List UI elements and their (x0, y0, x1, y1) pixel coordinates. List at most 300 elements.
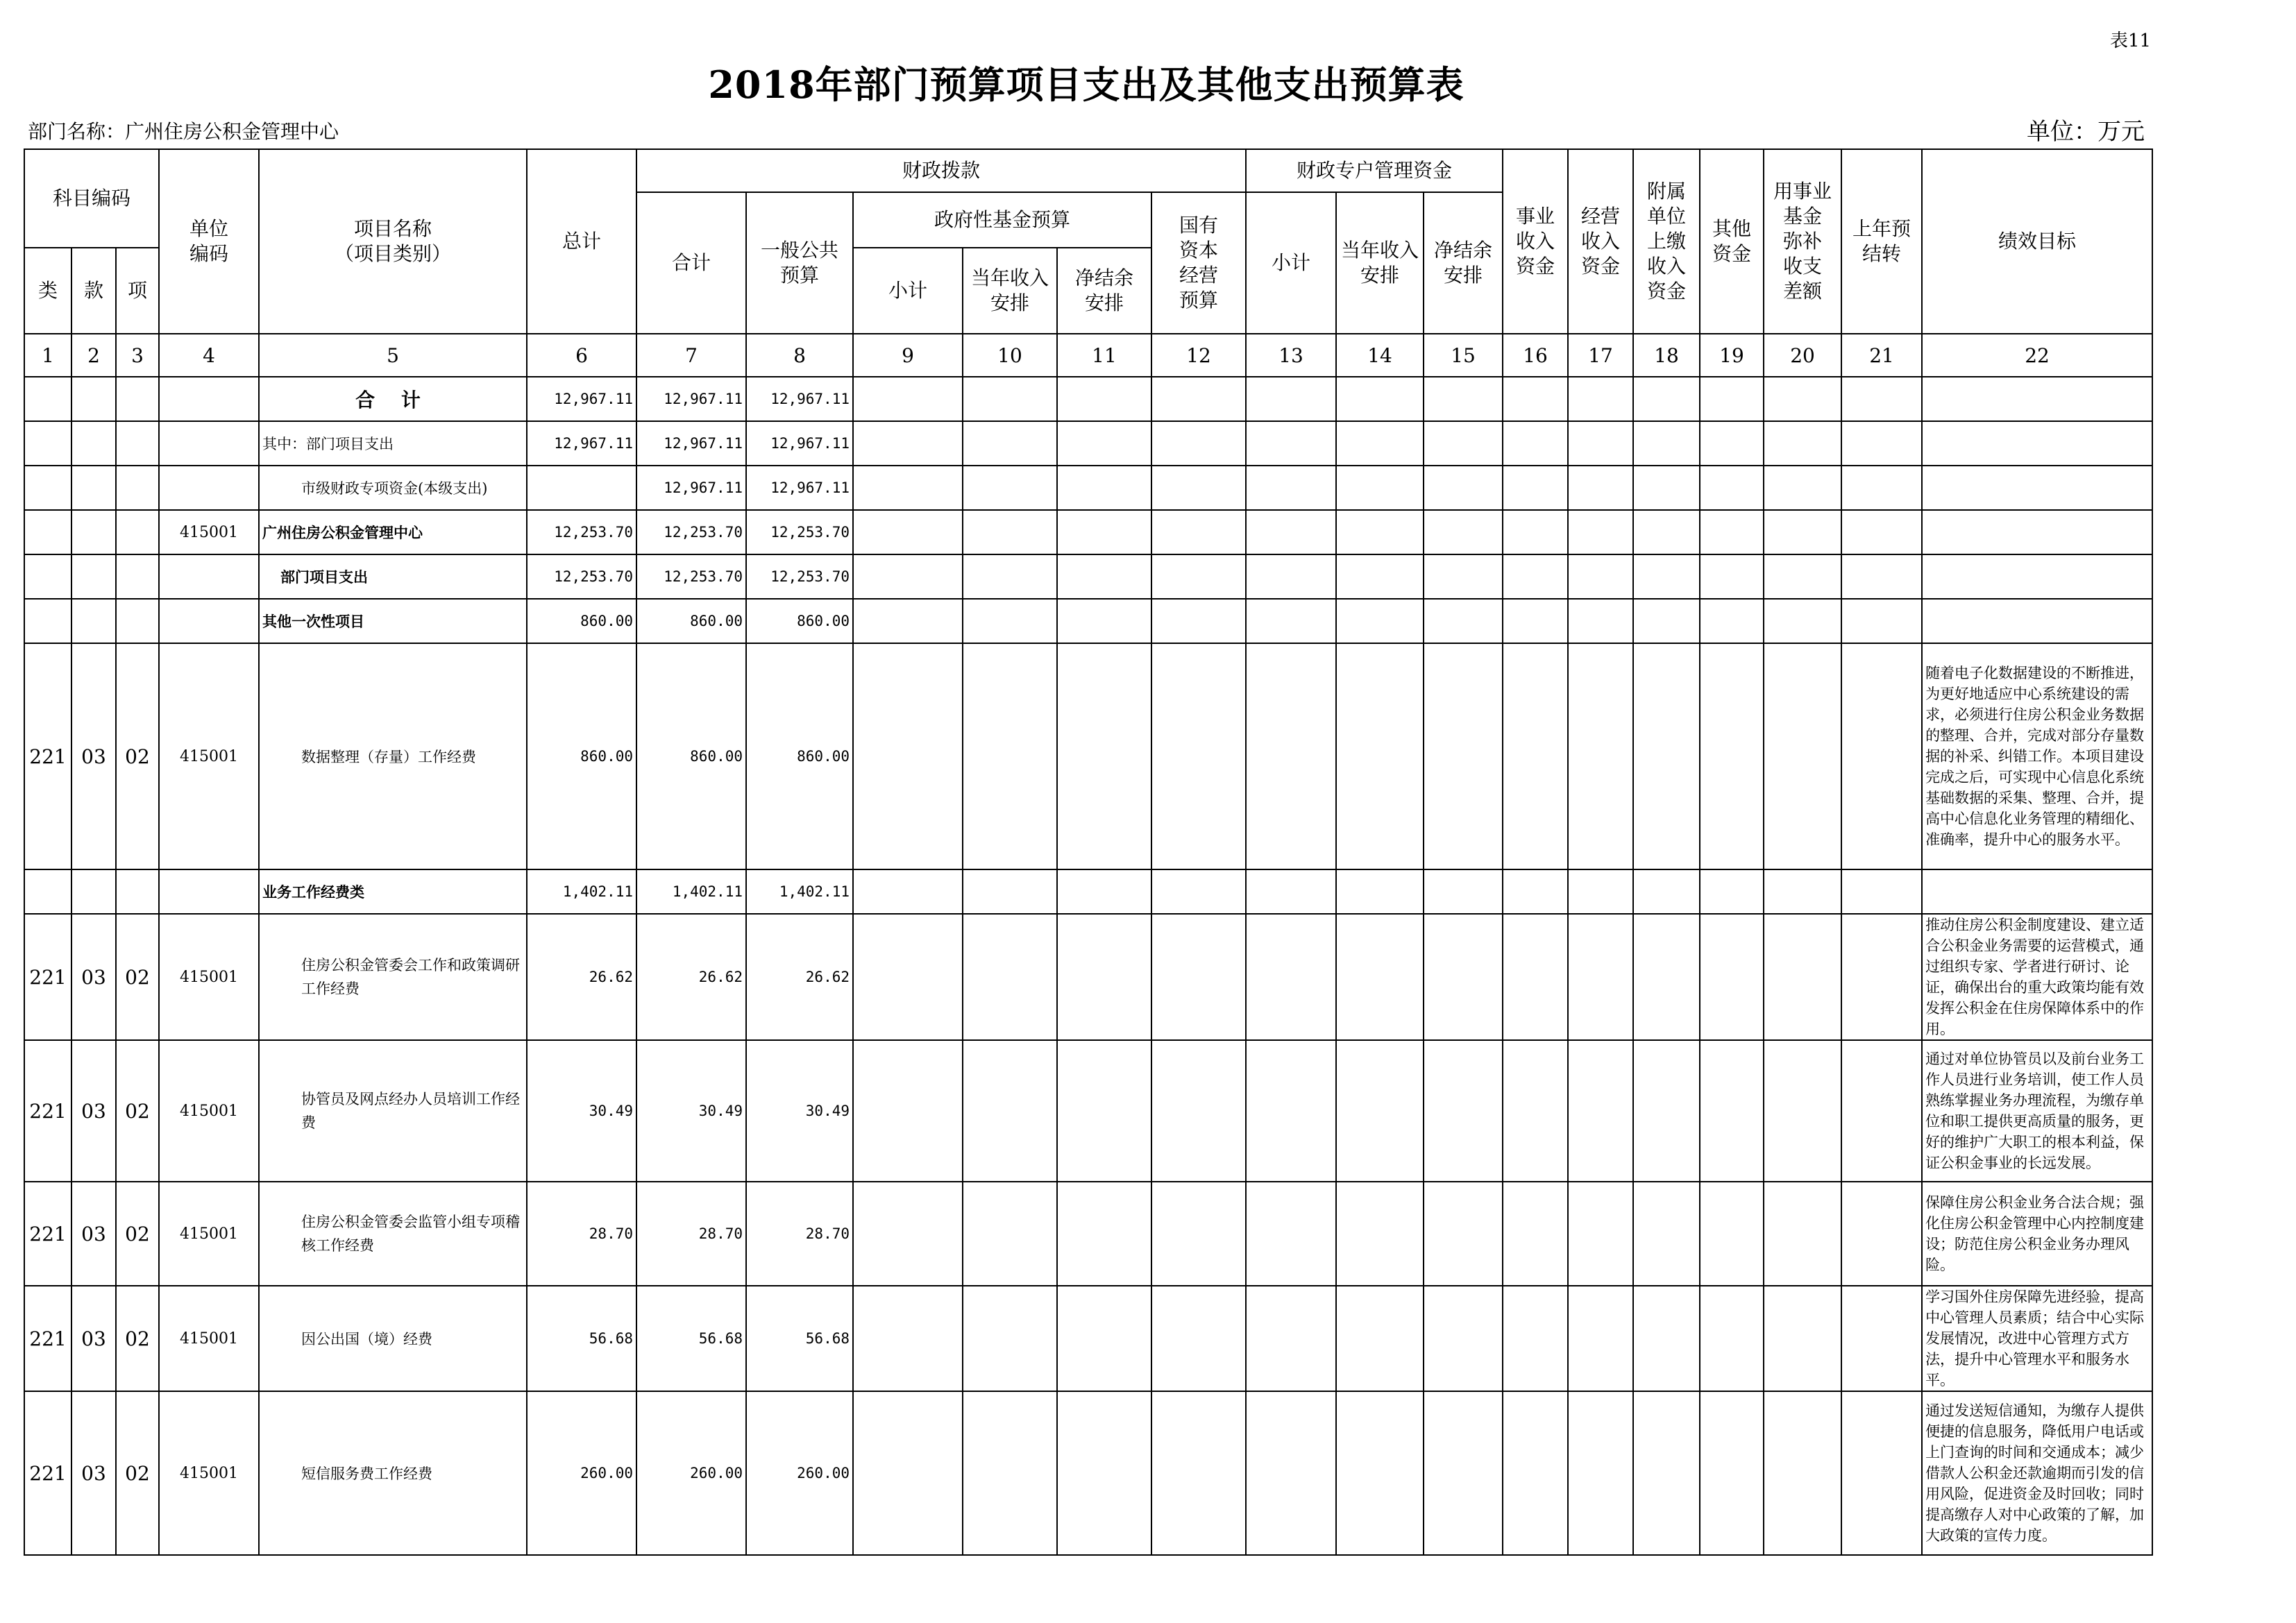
table-row (24, 421, 2152, 466)
cell-empty (1151, 643, 1246, 869)
cell-empty (853, 914, 963, 1040)
cell-empty (1246, 377, 1336, 421)
cell-empty (853, 554, 963, 599)
cell-empty (1336, 914, 1424, 1040)
cell-empty (1057, 1391, 1151, 1555)
cell-kuan (71, 554, 116, 599)
cell-empty (963, 1182, 1057, 1286)
cell-empty (1700, 466, 1764, 510)
cell-empty (1336, 421, 1424, 466)
column-number: 5 (259, 334, 527, 377)
cell-empty (1503, 466, 1568, 510)
cell-empty (1057, 1040, 1151, 1182)
cell-empty (1336, 510, 1424, 554)
table-row (24, 554, 2152, 599)
table-header (24, 149, 2152, 377)
department-name: 部门名称：广州住房公积金管理中心 (28, 120, 339, 143)
cell-empty (1057, 421, 1151, 466)
column-number: 9 (853, 334, 963, 377)
cell-general-public: 28.70 (746, 1182, 853, 1286)
cell-unit-code: 415001 (159, 1391, 259, 1555)
cell-lei (24, 510, 71, 554)
cell-lei: 221 (24, 1286, 71, 1391)
cell-unit-code: 415001 (159, 510, 259, 554)
cell-empty (1246, 869, 1336, 914)
header-fs-net: 净结余 安排 (1424, 192, 1503, 334)
cell-unit-code (159, 869, 259, 914)
cell-empty (853, 510, 963, 554)
cell-xiang: 02 (116, 914, 159, 1040)
cell-empty (963, 1286, 1057, 1391)
cell-project-name: 合 计 (259, 377, 527, 421)
cell-sum: 860.00 (636, 599, 746, 643)
cell-unit-code (159, 421, 259, 466)
cell-empty (963, 914, 1057, 1040)
cell-general-public: 1,402.11 (746, 869, 853, 914)
cell-lei (24, 377, 71, 421)
cell-empty (1336, 377, 1424, 421)
column-number: 13 (1246, 334, 1336, 377)
table-row (24, 1182, 2152, 1286)
cell-empty (1336, 869, 1424, 914)
column-number: 8 (746, 334, 853, 377)
cell-empty (1841, 869, 1922, 914)
cell-empty (853, 599, 963, 643)
cell-empty (1424, 914, 1503, 1040)
cell-empty (1568, 466, 1633, 510)
header-unit-code: 单位 编码 (159, 149, 259, 334)
column-number: 12 (1151, 334, 1246, 377)
cell-empty (1336, 1182, 1424, 1286)
cell-empty (963, 1391, 1057, 1555)
cell-empty (1700, 554, 1764, 599)
header-fs-current: 当年收入 安排 (1336, 192, 1424, 334)
cell-empty (1503, 554, 1568, 599)
cell-empty (1246, 643, 1336, 869)
cell-total: 260.00 (527, 1391, 636, 1555)
cell-empty (1503, 914, 1568, 1040)
cell-empty (1764, 377, 1841, 421)
column-number: 1 (24, 334, 71, 377)
table-row (24, 914, 2152, 1040)
cell-total: 26.62 (527, 914, 636, 1040)
unit-label: 单位：万元 (2027, 118, 2145, 146)
cell-performance (1922, 510, 2152, 554)
cell-empty (1568, 914, 1633, 1040)
cell-project-name: 住房公积金管委会监管小组专项稽核工作经费 (259, 1182, 527, 1286)
header-special-fund: 财政专户管理资金 (1246, 149, 1503, 192)
cell-performance (1922, 554, 2152, 599)
cell-empty (853, 466, 963, 510)
cell-total: 860.00 (527, 643, 636, 869)
cell-empty (1503, 1182, 1568, 1286)
cell-empty (1503, 510, 1568, 554)
cell-empty (1151, 421, 1246, 466)
cell-empty (1057, 643, 1151, 869)
cell-empty (1764, 914, 1841, 1040)
cell-empty (1841, 510, 1922, 554)
cell-empty (1568, 1040, 1633, 1182)
table-number: 表11 (2110, 31, 2152, 51)
cell-empty (1151, 1182, 1246, 1286)
cell-empty (853, 869, 963, 914)
cell-kuan (71, 466, 116, 510)
cell-total: 12,253.70 (527, 554, 636, 599)
cell-kuan (71, 421, 116, 466)
cell-kuan: 03 (71, 1040, 116, 1182)
column-number: 16 (1503, 334, 1568, 377)
cell-lei: 221 (24, 1391, 71, 1555)
cell-general-public: 12,967.11 (746, 377, 853, 421)
cell-unit-code: 415001 (159, 643, 259, 869)
cell-empty (1841, 643, 1922, 869)
cell-empty (1151, 1286, 1246, 1391)
cell-performance: 推动住房公积金制度建设、建立适合公积金业务需要的运营模式，通过组织专家、学者进行研讨、论证，确保出台的重大政策均能有效发挥公积金在住房保障体系中的作用。 (1922, 914, 2152, 1040)
cell-unit-code: 415001 (159, 1040, 259, 1182)
cell-empty (1633, 914, 1700, 1040)
cell-empty (1568, 1391, 1633, 1555)
column-number: 6 (527, 334, 636, 377)
cell-sum: 12,967.11 (636, 421, 746, 466)
cell-kuan (71, 869, 116, 914)
cell-empty (1841, 1391, 1922, 1555)
cell-xiang: 02 (116, 643, 159, 869)
cell-empty (963, 554, 1057, 599)
cell-empty (853, 377, 963, 421)
cell-empty (1700, 643, 1764, 869)
cell-empty (1700, 1040, 1764, 1182)
cell-sum: 1,402.11 (636, 869, 746, 914)
cell-project-name: 住房公积金管委会工作和政策调研工作经费 (259, 914, 527, 1040)
cell-empty (1568, 1182, 1633, 1286)
cell-total (527, 466, 636, 510)
cell-empty (1700, 377, 1764, 421)
cell-empty (853, 1040, 963, 1182)
cell-general-public: 56.68 (746, 1286, 853, 1391)
cell-empty (963, 1040, 1057, 1182)
cell-lei (24, 869, 71, 914)
cell-total: 860.00 (527, 599, 636, 643)
cell-empty (1057, 599, 1151, 643)
cell-project-name: 市级财政专项资金(本级支出) (259, 466, 527, 510)
cell-empty (1633, 869, 1700, 914)
cell-empty (1424, 1182, 1503, 1286)
cell-empty (1057, 914, 1151, 1040)
cell-empty (963, 510, 1057, 554)
cell-empty (1633, 1391, 1700, 1555)
cell-empty (1700, 599, 1764, 643)
cell-empty (1633, 599, 1700, 643)
cell-empty (1841, 914, 1922, 1040)
cell-empty (1151, 377, 1246, 421)
column-number: 11 (1057, 334, 1151, 377)
header-affiliated: 附属 单位 上缴 收入 资金 (1633, 149, 1700, 334)
column-number: 18 (1633, 334, 1700, 377)
cell-empty (1568, 510, 1633, 554)
cell-project-name: 部门项目支出 (259, 554, 527, 599)
cell-sum: 26.62 (636, 914, 746, 1040)
cell-empty (1424, 1040, 1503, 1182)
cell-general-public: 860.00 (746, 643, 853, 869)
cell-empty (1057, 466, 1151, 510)
cell-xiang (116, 421, 159, 466)
cell-total: 12,967.11 (527, 421, 636, 466)
cell-empty (1633, 421, 1700, 466)
cell-empty (1764, 1391, 1841, 1555)
cell-empty (1151, 599, 1246, 643)
cell-empty (1503, 643, 1568, 869)
cell-empty (1568, 377, 1633, 421)
cell-unit-code (159, 466, 259, 510)
cell-xiang (116, 599, 159, 643)
cell-empty (1336, 466, 1424, 510)
cell-lei: 221 (24, 1182, 71, 1286)
cell-lei: 221 (24, 1040, 71, 1182)
cell-empty (963, 421, 1057, 466)
header-gov-fund: 政府性基金预算 (853, 192, 1151, 248)
cell-empty (1503, 869, 1568, 914)
cell-empty (1151, 510, 1246, 554)
cell-performance: 学习国外住房保障先进经验，提高中心管理人员素质；结合中心实际发展情况，改进中心管理方式方法，提升中心管理水平和服务水平。 (1922, 1286, 2152, 1391)
cell-empty (1633, 1182, 1700, 1286)
cell-kuan (71, 599, 116, 643)
header-gf-net: 净结余 安排 (1057, 248, 1151, 334)
cell-project-name: 短信服务费工作经费 (259, 1391, 527, 1555)
cell-empty (1424, 869, 1503, 914)
cell-xiang (116, 554, 159, 599)
cell-project-name: 协管员及网点经办人员培训工作经费 (259, 1040, 527, 1182)
cell-kuan (71, 510, 116, 554)
cell-project-name: 业务工作经费类 (259, 869, 527, 914)
cell-empty (1764, 1182, 1841, 1286)
header-fs-subtotal: 小计 (1246, 192, 1336, 334)
cell-empty (1336, 1040, 1424, 1182)
cell-lei: 221 (24, 643, 71, 869)
cell-empty (1503, 599, 1568, 643)
cell-empty (1568, 1286, 1633, 1391)
cell-empty (853, 1391, 963, 1555)
cell-empty (1151, 554, 1246, 599)
cell-performance (1922, 421, 2152, 466)
cell-empty (1568, 421, 1633, 466)
cell-empty (1503, 421, 1568, 466)
cell-lei: 221 (24, 914, 71, 1040)
cell-empty (1841, 377, 1922, 421)
column-number: 21 (1841, 334, 1922, 377)
cell-empty (1568, 869, 1633, 914)
cell-empty (1633, 1040, 1700, 1182)
cell-empty (963, 466, 1057, 510)
cell-empty (1841, 1182, 1922, 1286)
cell-unit-code (159, 554, 259, 599)
cell-empty (1246, 1040, 1336, 1182)
cell-empty (1503, 1286, 1568, 1391)
cell-lei (24, 554, 71, 599)
cell-xiang (116, 377, 159, 421)
cell-empty (963, 643, 1057, 869)
header-sum: 合计 (636, 192, 746, 334)
cell-empty (1057, 554, 1151, 599)
cell-general-public: 30.49 (746, 1040, 853, 1182)
table-row (24, 869, 2152, 914)
column-number: 19 (1700, 334, 1764, 377)
cell-sum: 56.68 (636, 1286, 746, 1391)
cell-empty (1764, 466, 1841, 510)
table-row (24, 377, 2152, 421)
table-row (24, 1391, 2152, 1555)
cell-empty (1151, 1391, 1246, 1555)
cell-empty (1424, 466, 1503, 510)
cell-empty (1424, 599, 1503, 643)
cell-empty (1633, 643, 1700, 869)
cell-empty (1764, 599, 1841, 643)
cell-empty (853, 1286, 963, 1391)
cell-empty (1151, 466, 1246, 510)
table-row (24, 1040, 2152, 1182)
cell-total: 28.70 (527, 1182, 636, 1286)
cell-empty (1246, 510, 1336, 554)
cell-empty (1700, 510, 1764, 554)
cell-empty (1764, 510, 1841, 554)
column-number: 7 (636, 334, 746, 377)
cell-total: 56.68 (527, 1286, 636, 1391)
cell-project-name: 其他一次性项目 (259, 599, 527, 643)
cell-empty (1424, 554, 1503, 599)
header-lei: 类 (24, 248, 71, 334)
table-body (24, 377, 2152, 1555)
cell-empty (1633, 466, 1700, 510)
cell-unit-code: 415001 (159, 1286, 259, 1391)
cell-empty (1633, 1286, 1700, 1391)
cell-sum: 12,253.70 (636, 510, 746, 554)
cell-performance: 通过发送短信通知，为缴存人提供便捷的信息服务，降低用户电话或上门查询的时间和交通成本；减少借款人公积金还款逾期而引发的信用风险，促进资金及时回收；同时提高缴存人对中心政策的了解，加大政策的宣传力度。 (1922, 1391, 2152, 1555)
header-xiang: 项 (116, 248, 159, 334)
cell-lei (24, 466, 71, 510)
cell-general-public: 12,967.11 (746, 421, 853, 466)
cell-empty (1424, 1391, 1503, 1555)
cell-empty (963, 377, 1057, 421)
column-number: 15 (1424, 334, 1503, 377)
cell-general-public: 12,967.11 (746, 466, 853, 510)
cell-performance (1922, 466, 2152, 510)
cell-empty (1700, 1391, 1764, 1555)
table-row (24, 510, 2152, 554)
cell-empty (1700, 869, 1764, 914)
cell-sum: 12,967.11 (636, 377, 746, 421)
header-fund-balance: 用事业 基金 弥补 收支 差额 (1764, 149, 1841, 334)
cell-empty (1503, 1040, 1568, 1182)
cell-empty (853, 421, 963, 466)
cell-lei (24, 421, 71, 466)
cell-kuan: 03 (71, 1391, 116, 1555)
cell-empty (1424, 377, 1503, 421)
header-other-funds: 其他 资金 (1700, 149, 1764, 334)
cell-project-name: 广州住房公积金管理中心 (259, 510, 527, 554)
cell-empty (1336, 1286, 1424, 1391)
header-subject-code: 科目编码 (24, 149, 159, 248)
cell-empty (1151, 1040, 1246, 1182)
cell-empty (1057, 1182, 1151, 1286)
cell-empty (1633, 510, 1700, 554)
table-row (24, 466, 2152, 510)
cell-general-public: 860.00 (746, 599, 853, 643)
cell-empty (1503, 377, 1568, 421)
cell-sum: 860.00 (636, 643, 746, 869)
cell-empty (1246, 421, 1336, 466)
cell-kuan: 03 (71, 1286, 116, 1391)
cell-xiang: 02 (116, 1286, 159, 1391)
cell-empty (1764, 554, 1841, 599)
cell-general-public: 12,253.70 (746, 554, 853, 599)
cell-total: 1,402.11 (527, 869, 636, 914)
cell-xiang: 02 (116, 1182, 159, 1286)
cell-performance: 随着电子化数据建设的不断推进，为更好地适应中心系统建设的需求，必须进行住房公积金业务数据的整理、合并，完成对部分存量数据的补采、纠错工作。本项目建设完成之后，可实现中心信息化系统基础数据的采集、整理、合并，提高中心信息化业务管理的精细化、准确率，提升中心的服务水平。 (1922, 643, 2152, 869)
cell-kuan: 03 (71, 1182, 116, 1286)
cell-unit-code (159, 599, 259, 643)
cell-sum: 260.00 (636, 1391, 746, 1555)
cell-performance (1922, 869, 2152, 914)
cell-empty (1424, 1286, 1503, 1391)
cell-empty (1841, 1040, 1922, 1182)
cell-sum: 28.70 (636, 1182, 746, 1286)
cell-empty (1764, 1040, 1841, 1182)
column-number: 17 (1568, 334, 1633, 377)
cell-project-name: 数据整理（存量）工作经费 (259, 643, 527, 869)
cell-empty (1700, 1182, 1764, 1286)
cell-empty (1633, 554, 1700, 599)
cell-empty (1336, 599, 1424, 643)
cell-empty (1568, 554, 1633, 599)
cell-sum: 30.49 (636, 1040, 746, 1182)
cell-empty (1841, 554, 1922, 599)
cell-empty (1246, 1182, 1336, 1286)
header-carry-over: 上年预 结转 (1841, 149, 1922, 334)
cell-empty (1841, 599, 1922, 643)
cell-empty (1246, 466, 1336, 510)
cell-empty (1246, 554, 1336, 599)
cell-empty (1700, 421, 1764, 466)
cell-general-public: 12,253.70 (746, 510, 853, 554)
column-number: 10 (963, 334, 1057, 377)
cell-empty (1764, 643, 1841, 869)
cell-empty (1057, 869, 1151, 914)
cell-empty (853, 643, 963, 869)
cell-empty (1336, 643, 1424, 869)
column-number: 20 (1764, 334, 1841, 377)
header-operating-income: 经营 收入 资金 (1568, 149, 1633, 334)
cell-empty (1424, 643, 1503, 869)
cell-empty (1057, 377, 1151, 421)
cell-empty (963, 869, 1057, 914)
cell-total: 30.49 (527, 1040, 636, 1182)
cell-empty (963, 599, 1057, 643)
cell-project-name: 其中：部门项目支出 (259, 421, 527, 466)
cell-kuan (71, 377, 116, 421)
cell-empty (1700, 1286, 1764, 1391)
cell-unit-code: 415001 (159, 1182, 259, 1286)
header-general-public: 一般公共 预算 (746, 192, 853, 334)
cell-total: 12,253.70 (527, 510, 636, 554)
cell-empty (1424, 421, 1503, 466)
cell-xiang: 02 (116, 1040, 159, 1182)
cell-empty (1633, 377, 1700, 421)
cell-unit-code (159, 377, 259, 421)
header-state-capital: 国有 资本 经营 预算 (1151, 192, 1246, 334)
cell-empty (1424, 510, 1503, 554)
header-gf-current: 当年收入 安排 (963, 248, 1057, 334)
cell-total: 12,967.11 (527, 377, 636, 421)
cell-empty (1336, 1391, 1424, 1555)
